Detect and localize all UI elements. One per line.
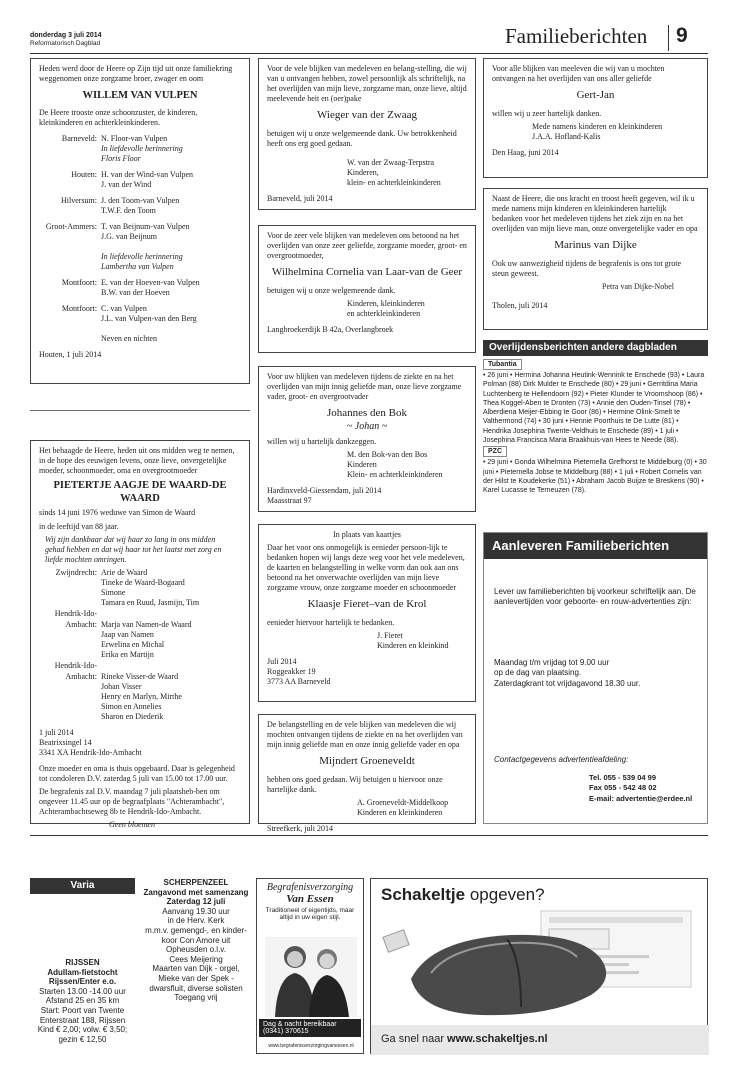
family-entry [39, 609, 241, 619]
signature-line: Kinderen en kleinkind [377, 640, 449, 650]
notice-intro: Daar het voor ons onmogelijk is eenieder persoon-lijk te bedanken hopen wij langs deze weg voor het vele medeleven, de kaarten en belangstelling in welke vorm dan ook aan ons betoond na het onverwachte overlijden van mijn lieve zorgzame vrouw, onze zorgzame moeder en schoonmoeder [267, 543, 465, 592]
notice-den-bok [258, 366, 476, 512]
notice-footer [267, 486, 467, 506]
deceased-name: Wieger van der Zwaag [316, 109, 418, 121]
varia-rijssen [30, 958, 135, 1044]
family-member: Jaap van Namen [101, 630, 154, 640]
ad-title-2: Van Essen [286, 893, 334, 905]
varia-line: Starten 13.00 -14.00 uur [39, 986, 126, 996]
notice-footer [267, 657, 467, 687]
signature [267, 158, 467, 188]
address-line: 1 juli 2014 [39, 728, 74, 738]
notice-footer: Houten, 1 juli 2014 [39, 350, 102, 360]
notice-intro: Naast de Heere, die ons kracht en troost heeft gegeven, wil ik u mede namens mijn kinderen en kleinkinderen hartelijk bedanken voor het medeleven tijdens het ziek zijn en na het overlijden van mijn lieve man, onze onvergetelijke vader en opa [492, 194, 698, 233]
notice-van-vulpen [30, 58, 250, 384]
family-member: Lambertha van Vulpen [101, 262, 174, 272]
signature: Petra van Dijke-Nobel [602, 281, 674, 291]
family-place: Groot-Ammers: [45, 222, 97, 232]
varia-line: Aanvang 19.30 uur [162, 906, 230, 916]
notice-fieret-van-de-krol [258, 524, 476, 702]
family-member: J. van der Wind [101, 180, 152, 190]
ad-footer-url[interactable]: www.schakeltjes.nl [447, 1033, 548, 1045]
family-place: Ambacht: [65, 672, 97, 682]
family-member: Marja van Namen-de Waard [101, 620, 192, 630]
family-entry [39, 568, 241, 608]
notice-footer: Streefkerk, juli 2014 [267, 823, 333, 833]
ad-badge [259, 1019, 361, 1037]
submission-heading: Aanleveren Familieberichten [484, 533, 707, 559]
varia-line: Enterstraat 188, Rijssen [39, 1015, 126, 1025]
varia-line: Adullam-fietstocht [47, 967, 118, 977]
varia-line: Zaterdag 12 juli [166, 897, 226, 907]
varia-line: Afstand 25 en 35 km [45, 996, 120, 1006]
deceased-name: Wilhelmina Cornelia van Laar-van de Geer [271, 266, 463, 278]
family-member [101, 242, 241, 252]
ad-badge-phone: (0341) 370615 [263, 1028, 309, 1035]
signature-line: J. Fieret [377, 630, 403, 640]
family-member: T.W.F. den Toom [101, 206, 156, 216]
family-entry [39, 672, 241, 722]
signature-line: klein- en achterkleinkinderen [347, 177, 441, 187]
deadline-line: Maandag t/m vrijdag tot 9.00 uur [494, 657, 610, 667]
family-member: T. van Beijnum-van Vulpen [101, 222, 190, 232]
varia-line: in de Herv. Kerk [167, 916, 225, 926]
family-entry [39, 620, 241, 660]
signature [267, 450, 467, 480]
varia-line: gezin € 12,50 [58, 1034, 107, 1044]
footer-line: Maasstraat 97 [267, 496, 312, 506]
family-entry [39, 278, 241, 298]
family-place: Montfoort: [61, 278, 97, 288]
footer-line: Roggeakker 19 [267, 666, 316, 676]
no-flowers: Geen bloemen [109, 820, 155, 830]
family-member: In liefdevolle herinnering [101, 252, 183, 262]
family-people [101, 222, 241, 272]
section-title: Familieberichten [505, 24, 648, 48]
signature-line: M. den Bok-van den Bos [347, 450, 428, 460]
family-member: Tamara en Ruud, Jasmijn, Tim [101, 598, 200, 608]
varia-line: Kind € 2,00; volw. € 3,50; [37, 1025, 128, 1035]
notice-intro: De belangstelling en de vele blijken van medeleven die wij mochten ontvangen tijdens de ziekte en na het overlijden van mijn innig geliefde man en onze innig geliefde vader en opa [267, 720, 463, 749]
obituaries-heading: Overlijdensberichten andere dagbladen [483, 340, 708, 356]
contact-fax: Fax 055 - 542 48 02 [589, 783, 657, 793]
family-entry [39, 170, 241, 190]
contact-tel: Tel. 055 - 539 04 99 [589, 773, 656, 783]
deadlines [494, 658, 697, 689]
deceased-name: Gert-Jan [576, 89, 615, 101]
family-list [39, 134, 241, 344]
footer-line: Juli 2014 [267, 656, 297, 666]
notice-intro: Voor de vele blijken van medeleven en belang-stelling, die wij van u ontvangen hebben, zowel persoonlijk als schriftelijk, na het overlijden van mijn lieve, zorgzame man, onze lieve, altijd meelevende heit en (oer)pake [267, 64, 467, 103]
family-member: In liefdevolle herinnering [101, 144, 183, 154]
family-member: B.W. van der Hoeven [101, 288, 170, 298]
varia-line: Toegang vrij [174, 993, 218, 1003]
signature [267, 798, 467, 818]
family-member: Floris Floor [101, 154, 141, 164]
deceased-name: Marinus van Dijke [554, 239, 637, 251]
signature-line: en achterkleinkinderen [347, 308, 421, 318]
family-member: Johan Visser [101, 682, 142, 692]
signature-line: Kinderen en kleinkinderen [357, 807, 443, 817]
varia-line: dwarsfluit, diverse solisten [149, 983, 243, 993]
notice-text: willen wij u hartelijk dankzeggen. [267, 437, 377, 447]
family-people [101, 672, 241, 722]
varia-line: Zangavond met samenzang [143, 887, 249, 897]
family-member: Neven en nichten [101, 334, 157, 344]
family-entry [39, 196, 241, 216]
signature-line: J.A.A. Hofland-Kalis [532, 131, 601, 141]
family-place: Hilversum: [61, 196, 97, 206]
signature-line: W. van der Zwaag-Terpstra [347, 157, 435, 167]
pzc-text: • 29 juni • Gonda Wilhelmina Pieternella Grefhorst te Middelburg (0) • 30 juni • Pieternella Jobse te Middelburg (88) • 1 juli • Robert Cornelis van der Hilst te Koudekerke (51) • Abraham Jacob Buijze te Breskens (90) • Karel Lucasse te Terneuzen (78). [483, 459, 707, 495]
submission-box [483, 532, 708, 824]
notice-footer: Den Haag, juni 2014 [492, 147, 559, 157]
notice-intro: Voor de zeer vele blijken van medeleven ons betoond na het overlijden van onze zeer geliefde, zorgzame moeder, groot- en overgrootmoeder, [267, 231, 467, 260]
family-people [101, 620, 241, 660]
notice-gert-jan [483, 58, 708, 178]
notice-text-1: Onze moeder en oma is thuis opgebaard. Daar is gelegenheid tot condoleren D.V. zaterdag 5 juli van 15.00 tot 17.00 uur. [39, 764, 235, 784]
family-entry [39, 222, 241, 272]
deadline-line: Zaterdagkrant tot vrijdagavond 18.30 uur. [494, 678, 641, 688]
address [39, 728, 241, 758]
family-member: Tineke de Waard-Bogaard [101, 578, 185, 588]
family-member: Erika en Martijn [101, 650, 154, 660]
varia-line: SCHERPENZEEL [163, 878, 229, 887]
ad-title-b: opgeven? [469, 885, 545, 904]
notice-de-waard [30, 440, 250, 830]
column-rule [30, 410, 250, 411]
computer-mouse-icon [371, 909, 709, 1025]
family-member: Simone [101, 588, 126, 598]
varia-heading: Varia [30, 878, 135, 894]
footer-line: Hardinxveld-Giessendam, juli 2014 [267, 486, 382, 496]
submission-intro: Lever uw familieberichten bij voorkeur schriftelijk aan. De aanlevertijden voor geboorte- en rouw-advertenties zijn: [494, 587, 696, 607]
header-separator [668, 25, 669, 51]
header-rule [30, 53, 708, 54]
ad-van-essen [256, 878, 364, 1054]
deceased-name: Klaasje Fieret–van de Krol [307, 598, 427, 610]
notice-intro: Heden werd door de Heere op Zijn tijd uit onze familiekring weggenomen onze zorgzame broer, zwager en oom [39, 64, 233, 83]
pzc-label: PZC [483, 446, 507, 457]
notice-header: In plaats van kaartjes [333, 530, 401, 539]
ad-title-1: Begrafenisverzorging [266, 882, 354, 893]
family-people [101, 609, 241, 619]
family-place: Zwijndrecht: [55, 568, 97, 578]
family-member: E. van der Hoeven-van Vulpen [101, 278, 200, 288]
ad-tagline: Traditioneel of eigentijds, maar altijd in uw eigen stijl. [265, 907, 355, 921]
family-people [101, 278, 241, 298]
notice-text: willen wij u zeer hartelijk danken. [492, 108, 602, 118]
notice-van-dijke [483, 188, 708, 330]
contact-email[interactable]: E-mail: advertentie@erdee.nl [589, 793, 693, 803]
varia-scherpenzeel [140, 878, 252, 1003]
ad-photo [265, 937, 357, 1017]
footer-line: 3773 AA Barneveld [267, 676, 331, 686]
ad-badge-hours: Dag & nacht bereikbaar [263, 1021, 337, 1028]
signature [492, 122, 699, 142]
notice-intro: Voor alle blijken van meeleven die wij van u mochten ontvangen na het overlijden van ons aller geliefde [492, 64, 665, 83]
deadline-line: op de dag van plaatsing. [494, 668, 582, 678]
notice-text: hebben ons goed gedaan. Wij betuigen u hiervoor onze hartelijke dank. [267, 774, 443, 794]
notice-intro: Voor uw blijken van medeleven tijdens de ziekte en na het overlijden van mijn innig geliefde man, onze lieve zorgzame vader, groot- en overgrootvader [267, 372, 462, 401]
family-place: Hendrik-Ido- [54, 609, 97, 619]
family-entry [39, 134, 241, 164]
family-member: H. van der Wind-van Vulpen [101, 170, 193, 180]
family-member: Sharon en Diederik [101, 712, 164, 722]
family-people [101, 170, 241, 190]
notice-text: betuigen wij u onze welgemeende dank. Uw betrokkenheid heeft ons erg goed gedaan. [267, 128, 457, 148]
people-photo-icon [265, 937, 357, 1017]
header-paper: Reformatorisch Dagblad [30, 40, 101, 47]
family-member: Arie de Waard [101, 568, 148, 578]
family-member: C. van Vulpen [101, 304, 147, 314]
family-place: Houten: [71, 170, 97, 180]
signature [267, 299, 467, 319]
family-entry [39, 661, 241, 671]
page-number: 9 [676, 24, 688, 47]
signature-line: Kinderen, [347, 167, 379, 177]
varia-line: Maarten van Dijk - orgel, [152, 964, 240, 974]
notice-van-der-zwaag [258, 58, 476, 210]
family-people [101, 304, 241, 344]
family-people [101, 661, 241, 671]
varia-line: Opheusden o.l.v. [166, 945, 226, 955]
deceased-name: PIETERTJE AAGJE DE WAARD-DE WAARD [53, 480, 227, 505]
family-member: J. den Toom-van Vulpen [101, 196, 180, 206]
header-date: donderdag 3 juli 2014 [30, 32, 102, 39]
family-people [101, 134, 241, 164]
age-line: in de leeftijd van 88 jaar. [39, 522, 119, 532]
varia-line: Start: Poort van Twente [40, 1005, 125, 1015]
family-entry [39, 304, 241, 344]
family-place: Montfoort: [61, 304, 97, 314]
notice-text: betuigen wij u onze welgemeende dank. [267, 285, 396, 295]
address-line: 3341 XA Hendrik-Ido-Ambacht [39, 748, 142, 758]
address-line: Beatrixsingel 14 [39, 738, 92, 748]
varia-line: Mieke van der Spek - [158, 973, 234, 983]
tubantia-label: Tubantia [483, 359, 522, 370]
family-member: Simon en Annelies [101, 702, 162, 712]
deceased-name: WILLEM VAN VULPEN [82, 90, 198, 101]
ad-title-a: Schakeltje [381, 885, 466, 904]
widow-line: sinds 14 juni 1976 weduwe van Simon de Waard [39, 508, 196, 518]
ad-url[interactable]: www.begrafenisverzorgingvanessen.nl [268, 1043, 354, 1049]
notice-text: De Heere trooste onze schoonzuster, de kinderen, kleinkinderen en achterkleinkinderen. [39, 108, 198, 128]
signature-line: Kinderen [347, 460, 377, 470]
family-member: J.G. van Beijnum [101, 232, 157, 242]
varia-line: Rijssen/Enter e.o. [48, 977, 117, 987]
contact-heading: Contactgegevens advertentieafdeling: [494, 754, 629, 764]
family-member [101, 324, 241, 334]
family-people [101, 568, 241, 608]
signature-line: Klein- en achterkleinkinderen [347, 470, 443, 480]
ad-footer-a: Ga snel naar [381, 1033, 444, 1045]
notice-van-laar [258, 225, 476, 353]
family-place: Ambacht: [65, 620, 97, 630]
notice-footer: Langbroekerdijk B 42a, Overlangbroek [267, 324, 394, 334]
ad-schakeltje [370, 878, 708, 1054]
family-member: J.L. van Vulpen-van den Berg [101, 314, 197, 324]
varia-line: RIJSSEN [65, 958, 100, 967]
family-member: Rineke Visser-de Waard [101, 672, 179, 682]
deceased-name: Johannes den Bok [326, 407, 408, 419]
signature-line: A. Groeneveldt-Middelkoop [357, 797, 449, 807]
varia-line: koor Con Amore uit [161, 935, 231, 945]
signature-line: Kinderen, kleinkinderen [347, 298, 425, 308]
tubantia-text: • 26 juni • Hermina Johanna Heutink-Wennink te Enschede (93) • Laura Polman (88) Dirk Mulder te Enschede (80) • 29 juni • Gerritdina Maria Luchtenberg te Hellendoorn (92) • Pieter Klunder te Vroomshoop (86) • Thea Koggel-Aben te Dronten (73) • Annie den Ouden-Tinsel (78) • Alberdiena Meijer-Ebbing te Goor (86) • Hermine Olink-Smelt te Valthermond (74) • 30 juni • Hennie Poorthuis te De Lutte (81) • Hendrika Josephina Twente-Veldhuis te Enschede (89) • 1 juli • Josephina Francisca Maria Braakhuis-van Hees te Neede (88). [483, 372, 705, 444]
signature-line: Mede namens kinderen en kleinkinderen [532, 121, 663, 131]
notice-text-2: De begrafenis zal D.V. maandag 7 juli plaatsheb-ben om ongeveer 11.45 uur op de begraafplaats "Achterambacht", Achterambachtseweg 8b te Hendrik-Ido-Ambacht. [39, 787, 225, 817]
notice-groeneveldt [258, 714, 476, 833]
varia-line: m.m.v. gemengd-, en kinder- [145, 925, 247, 935]
obituaries-list [483, 358, 708, 520]
family-member: Henry en Marlyn, Mirthe [101, 692, 182, 702]
notice-footer: Tholen, juli 2014 [492, 300, 548, 310]
notice-intro: Het behaagde de Heere, heden uit ons midden weg te nemen, in de hope des eeuwigen levens, onze lieve, onvergetelijke moeder, schoonmoeder, oma en overgrootmoeder [39, 446, 235, 475]
family-place: Hendrik-Ido- [54, 661, 97, 671]
nickname: ~ Johan ~ [346, 420, 388, 432]
notice-footer: Barneveld, juli 2014 [267, 193, 333, 203]
varia-line: Cees Meijering [169, 954, 223, 964]
family-people [101, 196, 241, 216]
deceased-name: Mijndert Groeneveldt [319, 755, 415, 767]
section-rule [30, 835, 708, 836]
quote: Wij zijn dankbaar dat wij haar zo lang in ons midden gehad hebben en dat wij haar tot het laatst met zorg en liefde mochten omringen. [45, 535, 222, 565]
family-member: N. Floor-van Vulpen [101, 134, 168, 144]
family-list [39, 568, 241, 722]
notice-text: eenieder hiervoor hartelijk te bedanken. [267, 617, 395, 627]
family-place: Barneveld: [61, 134, 97, 144]
signature [267, 631, 467, 651]
notice-text: Ook uw aanwezigheid tijdens de begrafenis is ons tot grote steun geweest. [492, 258, 682, 278]
family-member: Erwelina en Michal [101, 640, 165, 650]
